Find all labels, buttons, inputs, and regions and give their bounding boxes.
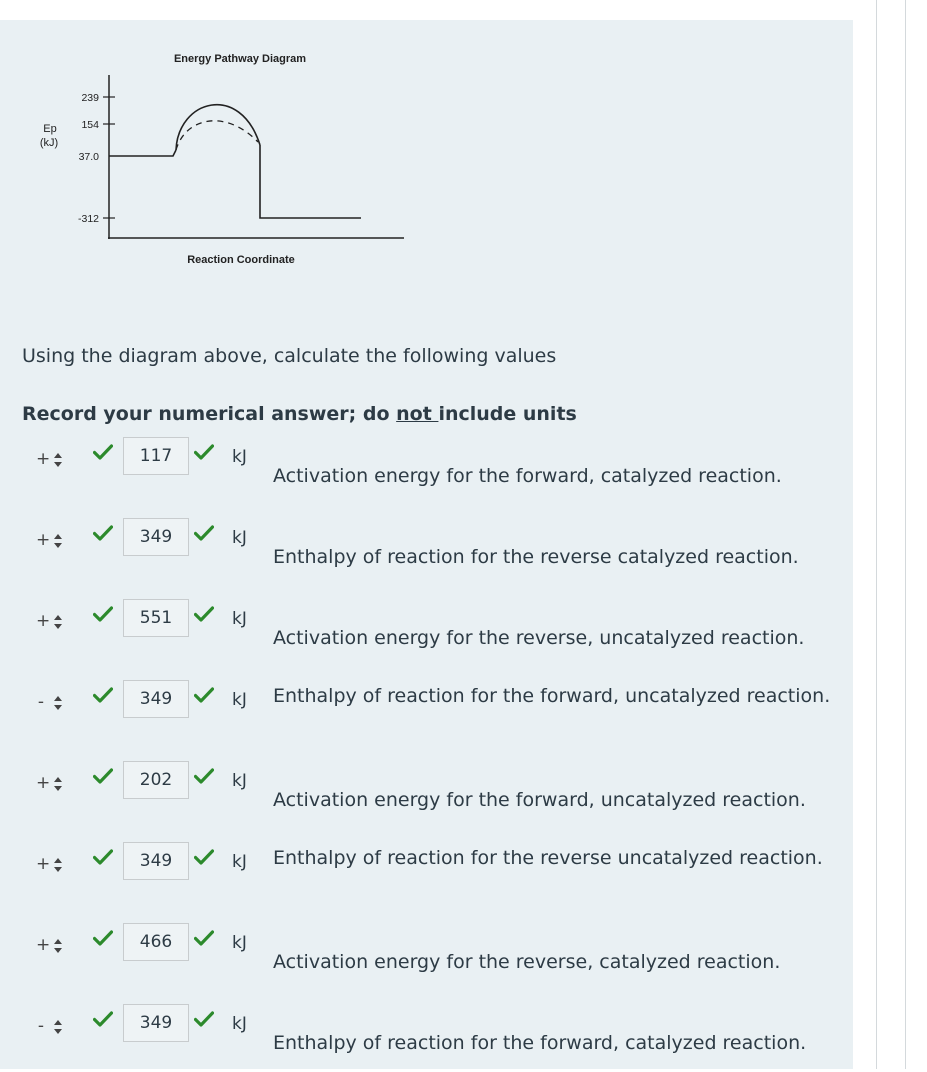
- question-description: Activation energy for the reverse, catalyzed reaction.: [273, 951, 781, 973]
- unit-label: kJ: [232, 528, 247, 548]
- right-scroll-rail: [876, 0, 906, 1069]
- answer-input[interactable]: 349: [123, 518, 189, 556]
- unit-label: kJ: [232, 771, 247, 791]
- unit-label: kJ: [232, 852, 247, 872]
- value-correct-checkmark-icon: [194, 1011, 214, 1031]
- sign-correct-checkmark-icon: [93, 768, 113, 788]
- record-underlined: not: [396, 403, 439, 425]
- uncatalyzed-curve: [176, 105, 260, 150]
- sign-select[interactable]: +: [36, 935, 51, 955]
- unit-label: kJ: [232, 690, 247, 710]
- value-correct-checkmark-icon: [194, 444, 214, 464]
- sign-select[interactable]: +: [36, 854, 51, 874]
- sign-correct-checkmark-icon: [93, 1011, 113, 1031]
- answer-input[interactable]: 202: [123, 761, 189, 799]
- question-description: Enthalpy of reaction for the reverse uncatalyzed reaction.: [273, 847, 823, 869]
- record-prefix: Record your numerical answer; do: [22, 403, 397, 425]
- sign-select[interactable]: +: [36, 530, 51, 550]
- question-description: Enthalpy of reaction for the reverse catalyzed reaction.: [273, 546, 799, 568]
- energy-pathway-diagram: [0, 0, 460, 280]
- up-down-arrows-icon[interactable]: [53, 452, 63, 468]
- answer-row: [0, 769, 853, 829]
- value-correct-checkmark-icon: [194, 525, 214, 545]
- sign-correct-checkmark-icon: [93, 687, 113, 707]
- answer-row: [0, 526, 853, 586]
- y-axis-label: Ep: [43, 123, 57, 135]
- value-correct-checkmark-icon: [194, 930, 214, 950]
- answer-row: [0, 1012, 853, 1072]
- unit-label: kJ: [232, 609, 247, 629]
- answer-input[interactable]: 551: [123, 599, 189, 637]
- y-axis-unit: (kJ): [39, 137, 59, 149]
- answer-row: [0, 445, 853, 505]
- answer-input[interactable]: 466: [123, 923, 189, 961]
- value-correct-checkmark-icon: [194, 768, 214, 788]
- sign-select[interactable]: +: [36, 449, 51, 469]
- sign-select[interactable]: -: [37, 692, 45, 712]
- sign-select[interactable]: +: [36, 773, 51, 793]
- record-instruction: [22, 403, 577, 425]
- answer-row: [0, 607, 853, 667]
- product-level: [260, 145, 361, 218]
- up-down-arrows-icon[interactable]: [53, 938, 63, 954]
- x-axis-label: Reaction Coordinate: [187, 254, 295, 266]
- sign-correct-checkmark-icon: [93, 606, 113, 626]
- sign-select[interactable]: -: [37, 1016, 45, 1036]
- tick-label-neg312: -312: [77, 213, 99, 225]
- answer-input[interactable]: 349: [123, 842, 189, 880]
- catalyzed-curve: [176, 121, 258, 150]
- sign-correct-checkmark-icon: [93, 930, 113, 950]
- unit-label: kJ: [232, 1014, 247, 1034]
- up-down-arrows-icon[interactable]: [53, 614, 63, 630]
- record-suffix: include units: [438, 403, 577, 425]
- answer-input[interactable]: 117: [123, 437, 189, 475]
- unit-label: kJ: [232, 447, 247, 467]
- up-down-arrows-icon[interactable]: [53, 1019, 63, 1035]
- question-description: Enthalpy of reaction for the forward, uncatalyzed reaction.: [273, 685, 831, 707]
- tick-label-37: 37.0: [78, 151, 99, 163]
- question-description: Activation energy for the forward, catalyzed reaction.: [273, 465, 782, 487]
- answer-row: [0, 685, 853, 748]
- sign-select[interactable]: +: [36, 611, 51, 631]
- sign-correct-checkmark-icon: [93, 444, 113, 464]
- question-description: Activation energy for the reverse, uncatalyzed reaction.: [273, 627, 805, 649]
- sign-correct-checkmark-icon: [93, 525, 113, 545]
- tick-label-154: 154: [81, 119, 99, 131]
- up-down-arrows-icon[interactable]: [53, 695, 63, 711]
- value-correct-checkmark-icon: [194, 849, 214, 869]
- answer-row: [0, 847, 853, 910]
- answer-input[interactable]: 349: [123, 1004, 189, 1042]
- up-down-arrows-icon[interactable]: [53, 776, 63, 792]
- diagram-title: Energy Pathway Diagram: [173, 53, 307, 65]
- question-description: Enthalpy of reaction for the forward, catalyzed reaction.: [273, 1032, 807, 1054]
- reactant-level: [109, 150, 176, 156]
- question-description: Activation energy for the forward, uncatalyzed reaction.: [273, 789, 806, 811]
- up-down-arrows-icon[interactable]: [53, 533, 63, 549]
- instruction-text: Using the diagram above, calculate the following values: [22, 345, 557, 367]
- tick-label-239: 239: [81, 92, 99, 104]
- up-down-arrows-icon[interactable]: [53, 857, 63, 873]
- sign-correct-checkmark-icon: [93, 849, 113, 869]
- answer-input[interactable]: 349: [123, 680, 189, 718]
- value-correct-checkmark-icon: [194, 687, 214, 707]
- unit-label: kJ: [232, 933, 247, 953]
- value-correct-checkmark-icon: [194, 606, 214, 626]
- answer-row: [0, 931, 853, 991]
